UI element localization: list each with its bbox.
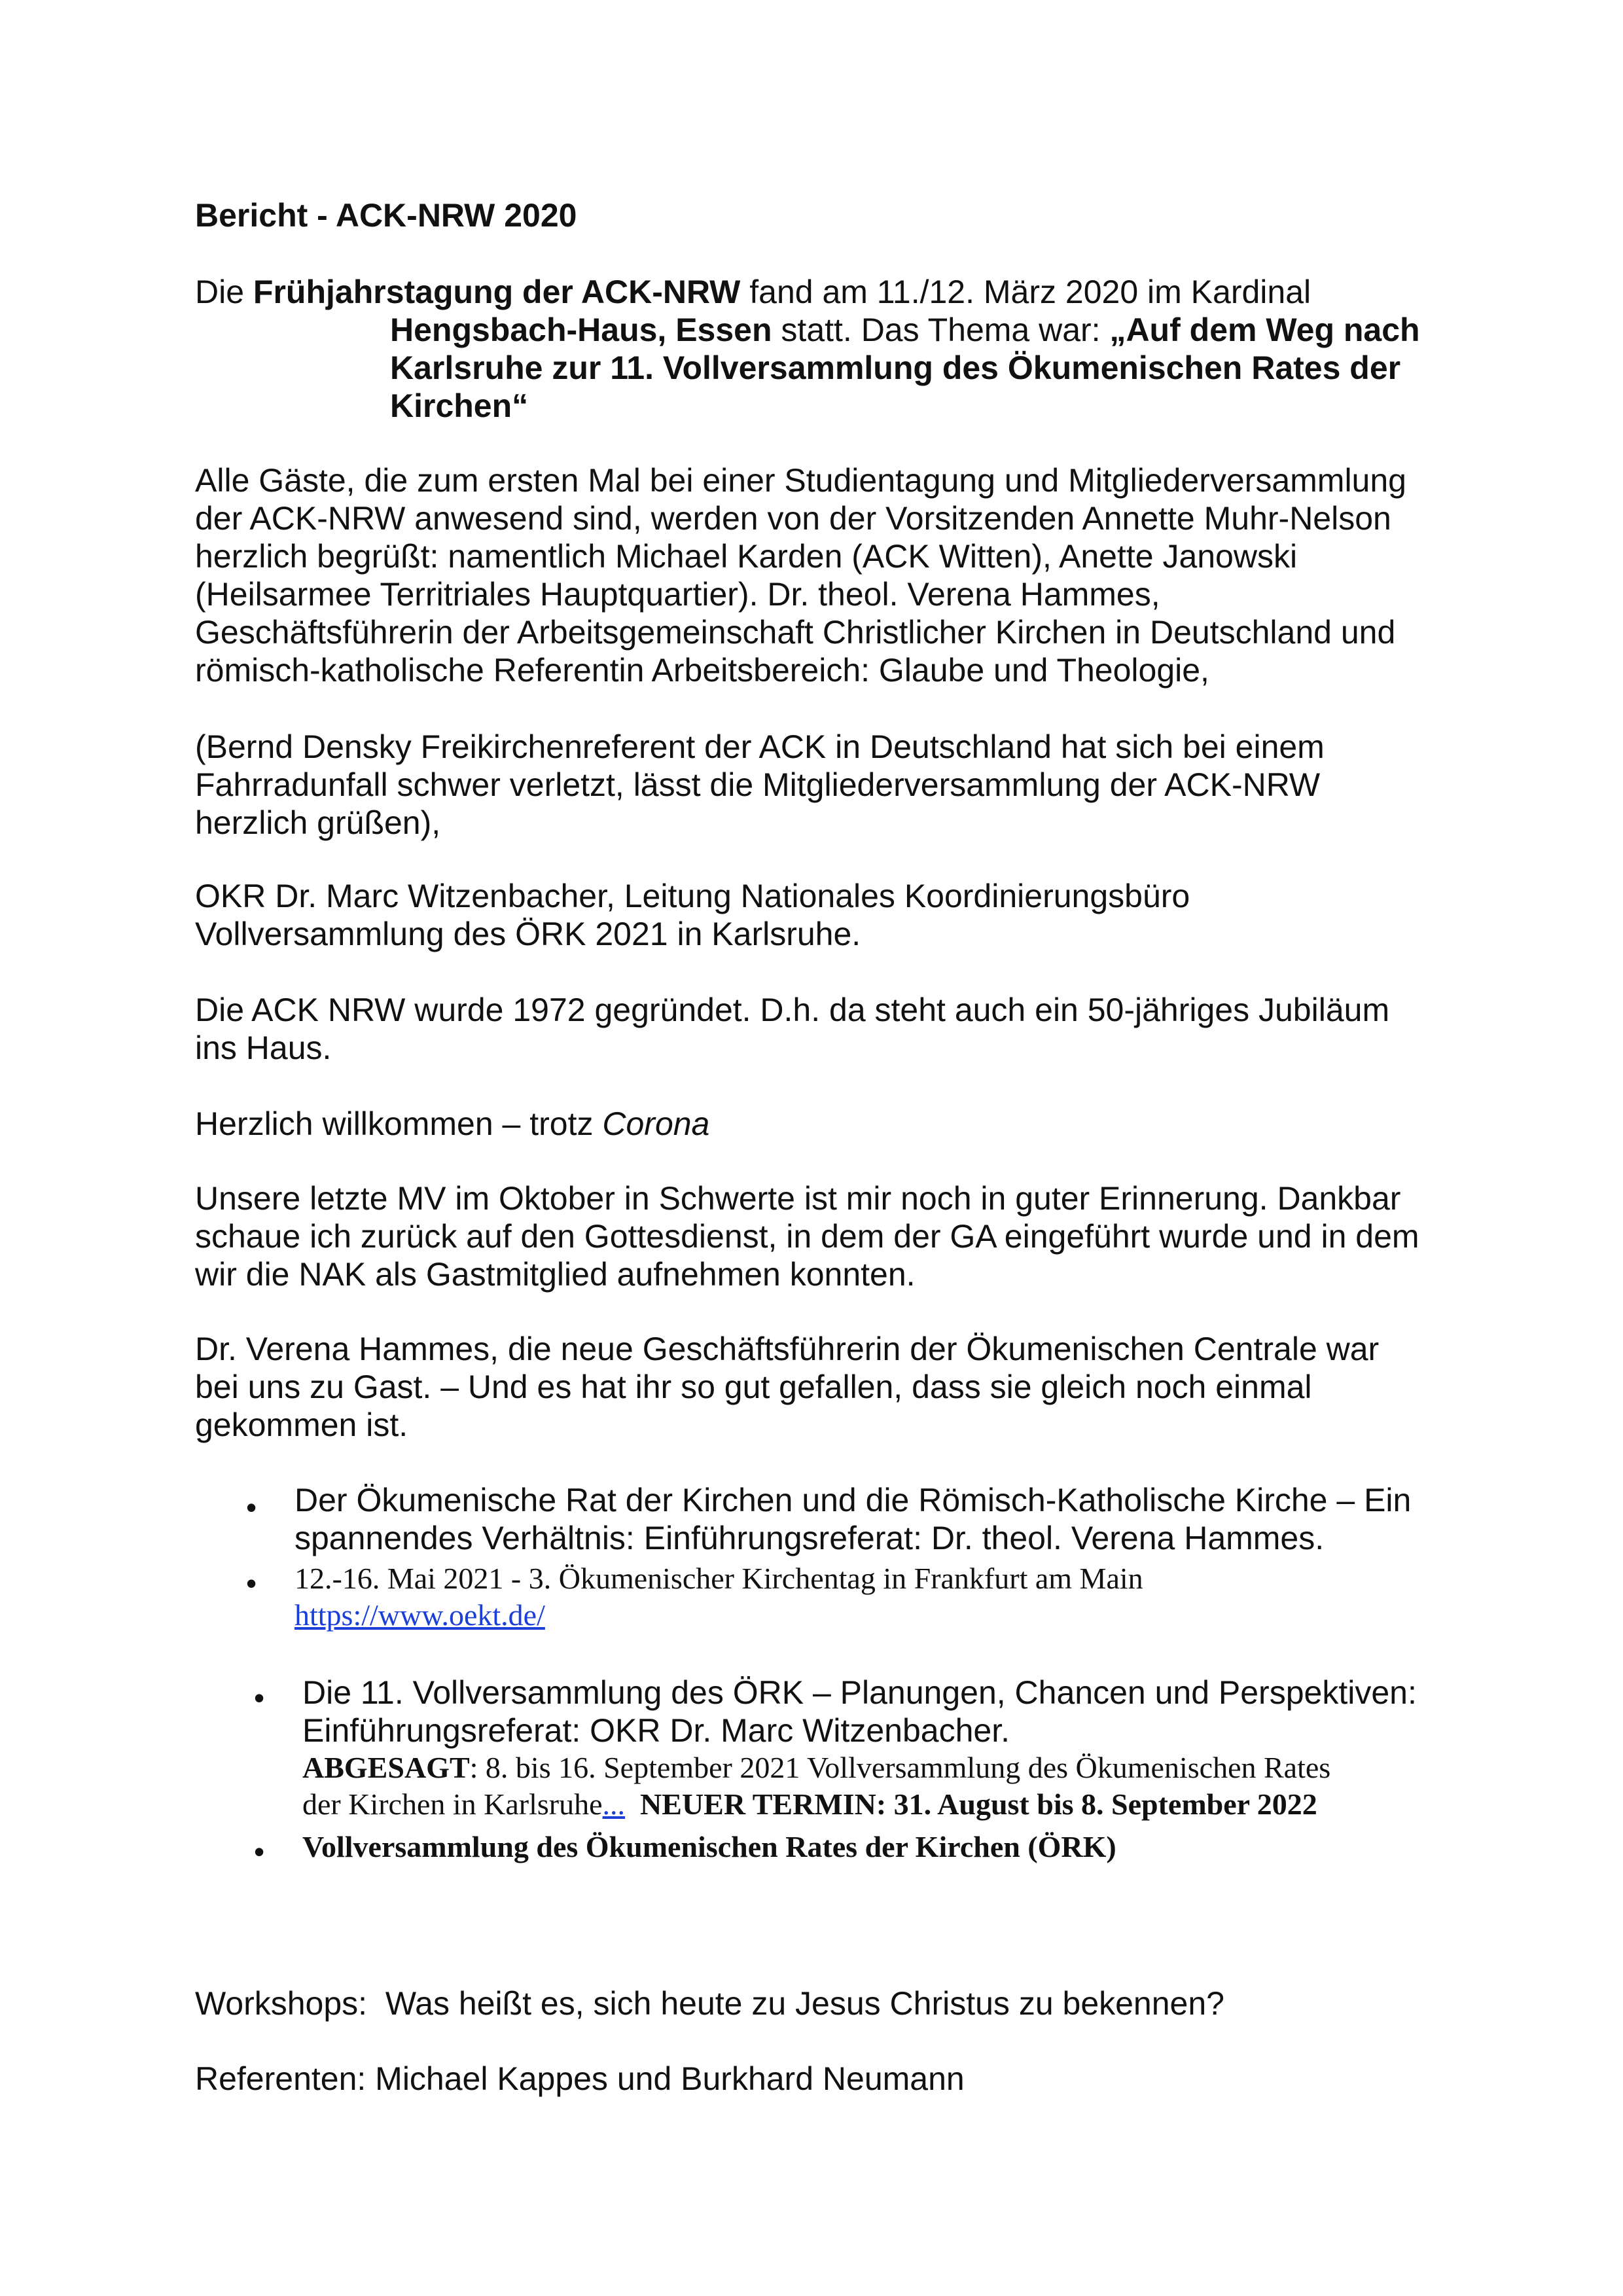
more-link[interactable]: ... <box>602 1787 626 1821</box>
bullet-icon: • <box>254 1835 265 1869</box>
oekt-link[interactable]: https://www.oekt.de/ <box>294 1598 545 1632</box>
greeting-line: Herzlich willkommen – trotz Corona <box>195 1105 710 1142</box>
witzenbacher-paragraph: OKR Dr. Marc Witzenbacher, Leitung Nationales Koordinierungsbüro Vollversammlung des ÖRK 2021 in Karlsruhe. <box>195 878 1190 952</box>
intro-line-2: Hengsbach-Haus, Essen statt. Das Thema war: „Auf dem Weg nach <box>390 312 1420 348</box>
intro-line-3: Karlsruhe zur 11. Vollversammlung des Ökumenischen Rates der <box>390 350 1401 386</box>
intro-line-1: Die Frühjahrstagung der ACK-NRW fand am 11./12. März 2020 im Kardinal <box>195 274 1311 310</box>
bullet-icon: • <box>254 1681 265 1715</box>
list-item: 12.-16. Mai 2021 - 3. Ökumenischer Kirchentag in Frankfurt am Main https://www.oekt.de/ <box>294 1562 1143 1632</box>
founding-paragraph: Die ACK NRW wurde 1972 gegründet. D.h. da steht auch ein 50-jähriges Jubiläum ins Haus. <box>195 992 1390 1066</box>
referenten-line: Referenten: Michael Kappes und Burkhard Neumann <box>195 2060 965 2097</box>
hammes-paragraph: Dr. Verena Hammes, die neue Geschäftsführerin der Ökumenischen Centrale war bei uns zu Gast. – Und es hat ihr so gut gefallen, dass sie gleich noch einmal gekommen ist. <box>195 1331 1380 1443</box>
intro-paragraph <box>195 273 1438 425</box>
list-item: Vollversammlung des Ökumenischen Rates der Kirchen (ÖRK) <box>302 1830 1116 1863</box>
bullet-icon: • <box>246 1566 257 1600</box>
intro-line-4: Kirchen“ <box>390 387 529 424</box>
list-item: Der Ökumenische Rat der Kirchen und die Römisch-Katholische Kirche – Ein spannendes Verhältnis: Einführungsreferat: Dr. theol. Verena Hammes. <box>294 1482 1412 1556</box>
densky-paragraph: (Bernd Densky Freikirchenreferent der ACK in Deutschland hat sich bei einem Fahrradunfall schwer verletzt, lässt die Mitgliederversammlung der ACK-NRW herzlich grüßen), <box>195 728 1325 841</box>
workshops-line: Workshops: Was heißt es, sich heute zu Jesus Christus zu bekennen? <box>195 1985 1224 2022</box>
welcome-paragraph: Alle Gäste, die zum ersten Mal bei einer Studientagung und Mitgliederversammlung der ACK-NRW anwesend sind, werden von der Vorsitzenden Annette Muhr-Nelson herzlich begrüßt: namentlich Michael Karden (ACK Witten), Anette Janowski (Heilsarmee Territriales Hauptquartier). Dr. theol. Verena Hammes, Geschäftsführerin der Arbeitsgemeinschaft Christlicher Kirchen in Deutschland und römisch-katholische Referentin Arbeitsbereich: Glaube und Theologie, <box>195 462 1406 689</box>
list-item: Die 11. Vollversammlung des ÖRK – Planungen, Chancen und Perspektiven: Einführungsreferat: OKR Dr. Marc Witzenbacher. ABGESAGT: 8. bis 16. September 2021 Vollversammlung des Ökumenischen Rates der Kirchen in Karlsruhe... NEUER TERMIN: 31. August bis 8. September 2022 <box>302 1674 1417 1821</box>
document-title: Bericht - ACK-NRW 2020 <box>195 197 577 234</box>
bullet-icon: • <box>246 1490 257 1524</box>
memory-paragraph: Unsere letzte MV im Oktober in Schwerte ist mir noch in guter Erinnerung. Dankbar schaue ich zurück auf den Gottesdienst, in dem der GA eingeführt wurde und in dem wir die NAK als Gastmitglied aufnehmen konnten. <box>195 1180 1419 1293</box>
